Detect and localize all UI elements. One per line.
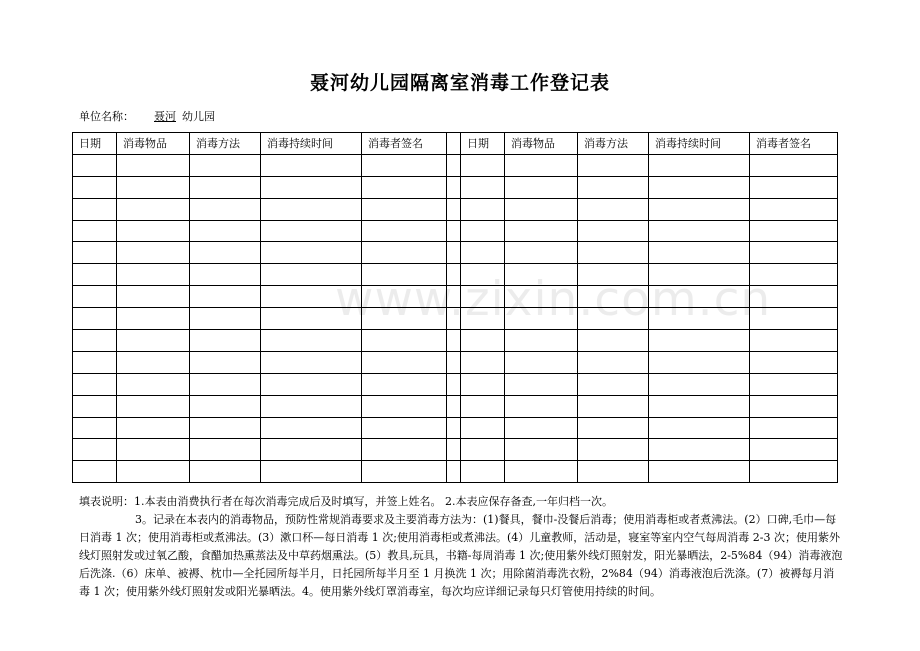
entry-cell[interactable] xyxy=(750,220,838,242)
watermark: www.zixin.com.cn xyxy=(335,272,772,327)
instruction-line-2: 3。记录在本表内的消毒物品，预防性常规消毒要求及主要消毒方法为：(1)餐具，餐巾-没餐后消毒；使用消毒柜或者煮沸法。(2）口碑,毛巾—每日消毒 1 次；使用消毒柜或煮沸法。(3）漱口杯—每日消毒 1 次;使用消毒柜或煮沸法。(4）儿童教师，活动是，寝室等室内空气每周消毒 2-3 次；使用紫外线灯照射发或过氧乙酸，食醋加热熏蒸法及中草药烟熏法。(5）教具,玩具，书籍-每周消毒 1 次;使用紫外线灯照射发，阳光暴晒法，2-5%84（94）消毒液泡后洗涤.（6）床单、被褥、枕巾—全托园所每半月，日托园所每半月至 1 月换洗 1 次；用除菌消毒洗衣粉，2%84（94）消毒液泡后洗涤。(7）被褥每月消毒 1 次；使用紫外线灯照射发或阳光暴晒法。4。使用紫外线灯罩消毒室，每次均应详细记录每只灯管使用持续的时间。 xyxy=(79,513,843,598)
header-method: 消毒方法 xyxy=(578,133,649,155)
entry-cell[interactable] xyxy=(578,330,649,352)
entry-cell[interactable] xyxy=(261,461,362,483)
entry-cell[interactable] xyxy=(190,330,261,352)
entry-cell[interactable] xyxy=(73,264,117,286)
table-row xyxy=(73,176,838,198)
gap-cell xyxy=(447,242,461,264)
entry-cell[interactable] xyxy=(649,242,750,264)
entry-cell[interactable] xyxy=(750,395,838,417)
entry-cell[interactable] xyxy=(261,176,362,198)
entry-cell[interactable] xyxy=(73,308,117,330)
table-row xyxy=(73,198,838,220)
entry-cell[interactable] xyxy=(117,308,190,330)
entry-cell[interactable] xyxy=(117,242,190,264)
entry-cell[interactable] xyxy=(73,154,117,176)
gap-cell xyxy=(447,439,461,461)
entry-cell[interactable] xyxy=(73,351,117,373)
entry-cell[interactable] xyxy=(73,220,117,242)
table-row xyxy=(73,220,838,242)
entry-cell[interactable] xyxy=(73,330,117,352)
gap-cell xyxy=(447,417,461,439)
table-row xyxy=(73,351,838,373)
entry-cell[interactable] xyxy=(649,220,750,242)
entry-cell[interactable] xyxy=(578,417,649,439)
entry-cell[interactable] xyxy=(362,461,447,483)
entry-cell[interactable] xyxy=(649,154,750,176)
entry-cell[interactable] xyxy=(190,351,261,373)
entry-cell[interactable] xyxy=(190,242,261,264)
unit-name-row xyxy=(79,108,215,124)
entry-cell[interactable] xyxy=(505,351,578,373)
entry-cell[interactable] xyxy=(461,330,505,352)
gap-cell xyxy=(447,154,461,176)
entry-cell[interactable] xyxy=(649,198,750,220)
entry-cell[interactable] xyxy=(649,330,750,352)
entry-cell[interactable] xyxy=(73,439,117,461)
entry-cell[interactable] xyxy=(362,176,447,198)
entry-cell[interactable] xyxy=(750,351,838,373)
entry-cell[interactable] xyxy=(362,242,447,264)
entry-cell[interactable] xyxy=(461,176,505,198)
entry-cell[interactable] xyxy=(190,395,261,417)
header-signature: 消毒者签名 xyxy=(362,133,447,155)
header-item: 消毒物品 xyxy=(505,133,578,155)
entry-cell[interactable] xyxy=(362,330,447,352)
entry-cell[interactable] xyxy=(362,154,447,176)
entry-cell[interactable] xyxy=(190,198,261,220)
entry-cell[interactable] xyxy=(117,220,190,242)
instruction-line-1: 填表说明：1.本表由消费执行者在每次消毒完成后及时填写，并签上姓名。 2.本表应保存备查,一年归档一次。 xyxy=(79,495,613,508)
entry-cell[interactable] xyxy=(505,176,578,198)
entry-cell[interactable] xyxy=(461,351,505,373)
entry-cell[interactable] xyxy=(750,461,838,483)
entry-cell[interactable] xyxy=(505,373,578,395)
entry-cell[interactable] xyxy=(261,351,362,373)
unit-name-suffix: 幼儿园 xyxy=(182,110,215,123)
entry-cell[interactable] xyxy=(190,220,261,242)
header-method: 消毒方法 xyxy=(190,133,261,155)
entry-cell[interactable] xyxy=(362,198,447,220)
gap-cell xyxy=(447,198,461,220)
entry-cell[interactable] xyxy=(578,395,649,417)
entry-cell[interactable] xyxy=(73,417,117,439)
entry-cell[interactable] xyxy=(190,176,261,198)
entry-cell[interactable] xyxy=(461,461,505,483)
entry-cell[interactable] xyxy=(73,242,117,264)
gap-cell xyxy=(447,395,461,417)
gap-cell xyxy=(447,176,461,198)
entry-cell[interactable] xyxy=(73,198,117,220)
entry-cell[interactable] xyxy=(261,242,362,264)
entry-cell[interactable] xyxy=(261,417,362,439)
entry-cell[interactable] xyxy=(649,395,750,417)
entry-cell[interactable] xyxy=(190,373,261,395)
table-row xyxy=(73,154,838,176)
entry-cell[interactable] xyxy=(261,439,362,461)
entry-cell[interactable] xyxy=(362,439,447,461)
entry-cell[interactable] xyxy=(505,417,578,439)
entry-cell[interactable] xyxy=(73,373,117,395)
entry-cell[interactable] xyxy=(461,417,505,439)
entry-cell[interactable] xyxy=(73,176,117,198)
entry-cell[interactable] xyxy=(461,242,505,264)
table-row xyxy=(73,242,838,264)
entry-cell[interactable] xyxy=(190,286,261,308)
entry-cell[interactable] xyxy=(578,351,649,373)
entry-cell[interactable] xyxy=(505,242,578,264)
entry-cell[interactable] xyxy=(505,154,578,176)
table-row xyxy=(73,439,838,461)
entry-cell[interactable] xyxy=(362,351,447,373)
entry-cell[interactable] xyxy=(261,373,362,395)
entry-cell[interactable] xyxy=(649,351,750,373)
entry-cell[interactable] xyxy=(505,439,578,461)
entry-cell[interactable] xyxy=(578,439,649,461)
entry-cell[interactable] xyxy=(750,198,838,220)
entry-cell[interactable] xyxy=(461,154,505,176)
entry-cell[interactable] xyxy=(362,395,447,417)
entry-cell[interactable] xyxy=(362,417,447,439)
entry-cell[interactable] xyxy=(461,373,505,395)
entry-cell[interactable] xyxy=(261,220,362,242)
entry-cell[interactable] xyxy=(578,154,649,176)
gap-cell xyxy=(447,220,461,242)
entry-cell[interactable] xyxy=(750,154,838,176)
entry-cell[interactable] xyxy=(117,176,190,198)
table-row xyxy=(73,395,838,417)
entry-cell[interactable] xyxy=(117,351,190,373)
entry-cell[interactable] xyxy=(461,395,505,417)
entry-cell[interactable] xyxy=(578,373,649,395)
entry-cell[interactable] xyxy=(73,395,117,417)
table-row xyxy=(73,330,838,352)
entry-cell[interactable] xyxy=(261,154,362,176)
entry-cell[interactable] xyxy=(117,330,190,352)
entry-cell[interactable] xyxy=(117,461,190,483)
entry-cell[interactable] xyxy=(461,439,505,461)
entry-cell[interactable] xyxy=(117,264,190,286)
entry-cell[interactable] xyxy=(261,395,362,417)
entry-cell[interactable] xyxy=(117,286,190,308)
gap-cell xyxy=(447,373,461,395)
header-date: 日期 xyxy=(73,133,117,155)
entry-cell[interactable] xyxy=(190,439,261,461)
entry-cell[interactable] xyxy=(73,286,117,308)
fill-instructions xyxy=(79,493,844,601)
page-title: 聂河幼儿园隔离室消毒工作登记表 xyxy=(309,72,610,94)
entry-cell[interactable] xyxy=(750,373,838,395)
entry-cell[interactable] xyxy=(578,198,649,220)
entry-cell[interactable] xyxy=(649,417,750,439)
gap-cell xyxy=(447,461,461,483)
entry-cell[interactable] xyxy=(117,417,190,439)
entry-cell[interactable] xyxy=(750,417,838,439)
header-date: 日期 xyxy=(461,133,505,155)
entry-cell[interactable] xyxy=(578,176,649,198)
entry-cell[interactable] xyxy=(750,242,838,264)
entry-cell[interactable] xyxy=(190,417,261,439)
entry-cell[interactable] xyxy=(117,395,190,417)
unit-name-label: 单位名称： xyxy=(79,110,134,123)
entry-cell[interactable] xyxy=(117,198,190,220)
unit-name-value: 聂河 xyxy=(154,110,176,123)
header-duration: 消毒持续时间 xyxy=(261,133,362,155)
header-duration: 消毒持续时间 xyxy=(649,133,750,155)
gap-cell xyxy=(447,351,461,373)
gap-cell xyxy=(447,330,461,352)
header-gap xyxy=(447,133,461,155)
entry-cell[interactable] xyxy=(649,461,750,483)
entry-cell[interactable] xyxy=(505,220,578,242)
table-header-row xyxy=(73,133,838,155)
entry-cell[interactable] xyxy=(73,461,117,483)
entry-cell[interactable] xyxy=(505,395,578,417)
entry-cell[interactable] xyxy=(505,461,578,483)
entry-cell[interactable] xyxy=(190,154,261,176)
entry-cell[interactable] xyxy=(117,439,190,461)
entry-cell[interactable] xyxy=(261,198,362,220)
entry-cell[interactable] xyxy=(190,461,261,483)
entry-cell[interactable] xyxy=(649,439,750,461)
entry-cell[interactable] xyxy=(649,373,750,395)
entry-cell[interactable] xyxy=(190,264,261,286)
entry-cell[interactable] xyxy=(505,330,578,352)
entry-cell[interactable] xyxy=(649,176,750,198)
entry-cell[interactable] xyxy=(362,373,447,395)
table-row xyxy=(73,373,838,395)
entry-cell[interactable] xyxy=(578,461,649,483)
table-row xyxy=(73,461,838,483)
entry-cell[interactable] xyxy=(750,176,838,198)
header-item: 消毒物品 xyxy=(117,133,190,155)
entry-cell[interactable] xyxy=(117,154,190,176)
entry-cell[interactable] xyxy=(578,220,649,242)
entry-cell[interactable] xyxy=(362,220,447,242)
entry-cell[interactable] xyxy=(461,198,505,220)
table-row xyxy=(73,417,838,439)
entry-cell[interactable] xyxy=(190,308,261,330)
entry-cell[interactable] xyxy=(750,330,838,352)
header-signature: 消毒者签名 xyxy=(750,133,838,155)
entry-cell[interactable] xyxy=(750,439,838,461)
entry-cell[interactable] xyxy=(578,242,649,264)
entry-cell[interactable] xyxy=(261,330,362,352)
entry-cell[interactable] xyxy=(505,198,578,220)
entry-cell[interactable] xyxy=(117,373,190,395)
entry-cell[interactable] xyxy=(461,220,505,242)
